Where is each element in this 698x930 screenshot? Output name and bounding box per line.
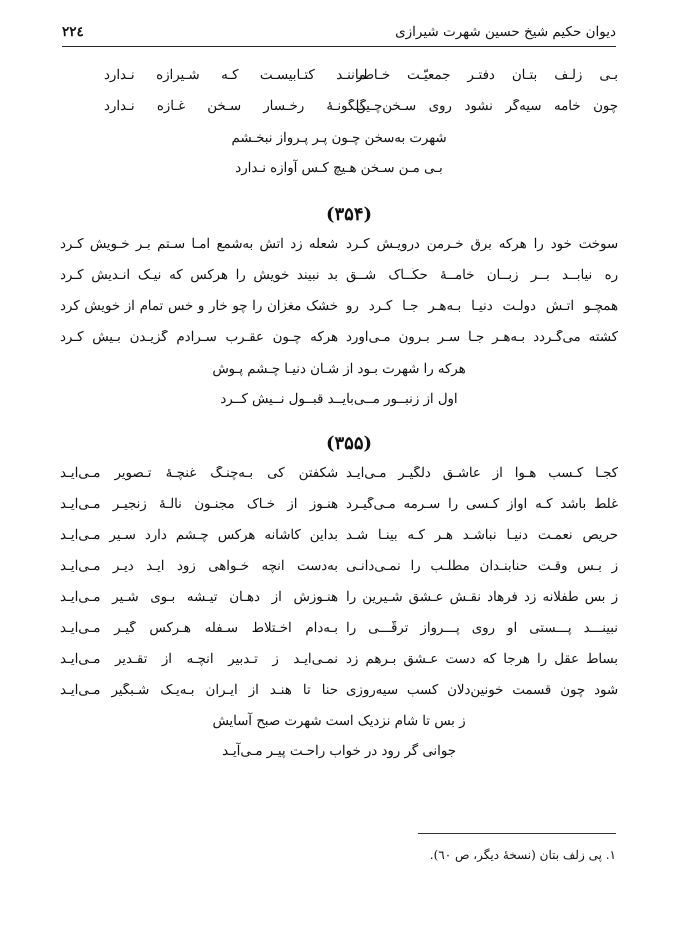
hemistich-2: هرکه چـون عقـرب سـرآدم گزیـدن بـیش کـرد <box>60 330 338 345</box>
hemistich-2: خشک مغزان را چو خار و خس تمام از خویش کرد <box>60 299 338 314</box>
hemistich-1: بساط عقل را هرجا که دست عـشق بـرهم زد <box>346 652 618 667</box>
final-line <box>60 744 618 770</box>
final-hemistich-2: جوانی گر رود در خواب راحـت پیـر مـی‌آیـد <box>222 744 456 759</box>
final-line <box>60 131 618 157</box>
hemistich-2: شعله زد آتش به‌شمع امـا سـتم بـر خـویش کـرد <box>60 237 338 252</box>
hemistich-2: بـه‌دام اخـتلاط سـفله هـرکس گیـر مـی‌آیـد <box>60 621 338 636</box>
final-hemistich-2: اول از زنبــور مــی‌بایــد قبــول نــیش کــرد <box>220 392 458 407</box>
hemistich-1: ز بس طفلانه زد فرهاد نقـش عـشق شـیرین را <box>346 590 618 605</box>
final-line <box>60 714 618 740</box>
hemistich-2: حنا تا هنـد از ایـران بـه‌یـک شـبگیر مـی‌آیـد <box>60 683 338 698</box>
hemistich-1: نبینـــد پـــستی او روی پـــرواز ترقّـــی را <box>346 621 618 636</box>
couplet <box>60 268 618 294</box>
hemistich-1: کشته می‌گـردد بـه‌هـر جـا سـر بـرون مـی‌آورد <box>346 330 618 345</box>
final-line <box>60 362 618 388</box>
couplet <box>60 497 618 523</box>
couplet <box>60 68 618 94</box>
hemistich-2: نمـی‌آیـد ز تـدبیر آنچـه از تقـدیر مـی‌آیـد <box>60 652 338 667</box>
hemistich-1: سوخت خود را هرکه برق خـرمن درویـش کـرد <box>346 237 618 252</box>
hemistich-2: شکفتن کی بـه‌چنـگ غنچـهٔ تـصویر مـی‌آیـد <box>60 466 338 481</box>
couplet <box>60 299 618 325</box>
couplet <box>60 466 618 492</box>
hemistich-2: بداین کاشانه هرکس چـشم دارد سـیر مـی‌آیـد <box>60 528 338 543</box>
hemistich-2: بد نبیند خویش را هرکس که نیـک انـدیش کـرد <box>60 268 338 283</box>
hemistich-2: هنـوزش از دهـان تیـشه بـوی شـیر مـی‌آیـد <box>60 590 338 605</box>
couplet <box>60 237 618 263</box>
final-line <box>60 161 618 187</box>
page-number: ۲۲٤ <box>62 24 84 40</box>
hemistich-1: ز بـس وقـت حنابنـدان مطلـب را نمـی‌دانـی <box>346 559 618 574</box>
final-line <box>60 392 618 418</box>
couplet <box>60 559 618 585</box>
couplet <box>60 99 618 125</box>
final-hemistich-1: هرکه را شهرت بـود از شـان دنیـا چـشم پـوش <box>212 362 466 377</box>
couplet <box>60 590 618 616</box>
page-header <box>62 22 616 47</box>
hemistich-1: چون خامه سیه‌گر نشود روی سـخن‌چـین <box>356 99 618 114</box>
final-hemistich-2: بـی مـن سـخن هـیچ کـس آوازه نـدارد <box>235 161 443 176</box>
hemistich-2: ماننـد کتـابیسـت کـه شـیرازه نـدارد <box>104 68 366 83</box>
hemistich-1: ره نیابــد بــر زبــان خامــهٔ حکّــاک شــق <box>346 268 618 283</box>
hemistich-1: همچـو آتـش دولـت دنیـا بـه‌هـر جـا کـرد رو <box>346 299 618 314</box>
poem-number: (۳۵۵) <box>325 433 373 454</box>
hemistich-1: غلط باشد کـه آواز کـسی را سـرمه مـی‌گیـرد <box>346 497 618 512</box>
final-hemistich-1: شهرت به‌سخن چـون پـر پـرواز نبخـشم <box>231 131 447 146</box>
couplet <box>60 652 618 678</box>
hemistich-1: حریص نعمـت دنیـا نباشـد هـر کـه بینـا شـد <box>346 528 618 543</box>
hemistich-2: گلگونـهٔ رخـسار سـخن غـازه نـدارد <box>104 99 366 114</box>
book-title: دیوان حکیم شیخ حسین شهرت شیرازی <box>395 24 616 40</box>
couplet <box>60 330 618 356</box>
poem-number: (۳۵۴) <box>325 204 373 225</box>
hemistich-1: کجـا کـسب هـوا از عاشـق دلگیـر مـی‌آیـد <box>346 466 618 481</box>
couplet <box>60 621 618 647</box>
couplet <box>60 528 618 554</box>
footnote-divider <box>418 833 616 834</box>
final-hemistich-1: ز بس تا شام نزدیک است شهرت صبح آسایش <box>212 714 466 729</box>
hemistich-2: هنـوز از خـاک مجنـون نالـهٔ زنجیـر مـی‌آیـد <box>60 497 338 512</box>
hemistich-1: بـی زلـف بتـان دفتـر جمعیّـت خـاطر <box>356 68 618 83</box>
hemistich-1: شود چون قسمت خونین‌دلان کسب سیه‌روزی <box>346 683 618 698</box>
footnote: ۱. پی زلف بتان (نسخهٔ دیگر، ص ٦۰). <box>429 848 616 862</box>
hemistich-2: به‌دست آنچه خـواهی زود آیـد دیـر مـی‌آیـد <box>60 559 338 574</box>
couplet <box>60 683 618 709</box>
